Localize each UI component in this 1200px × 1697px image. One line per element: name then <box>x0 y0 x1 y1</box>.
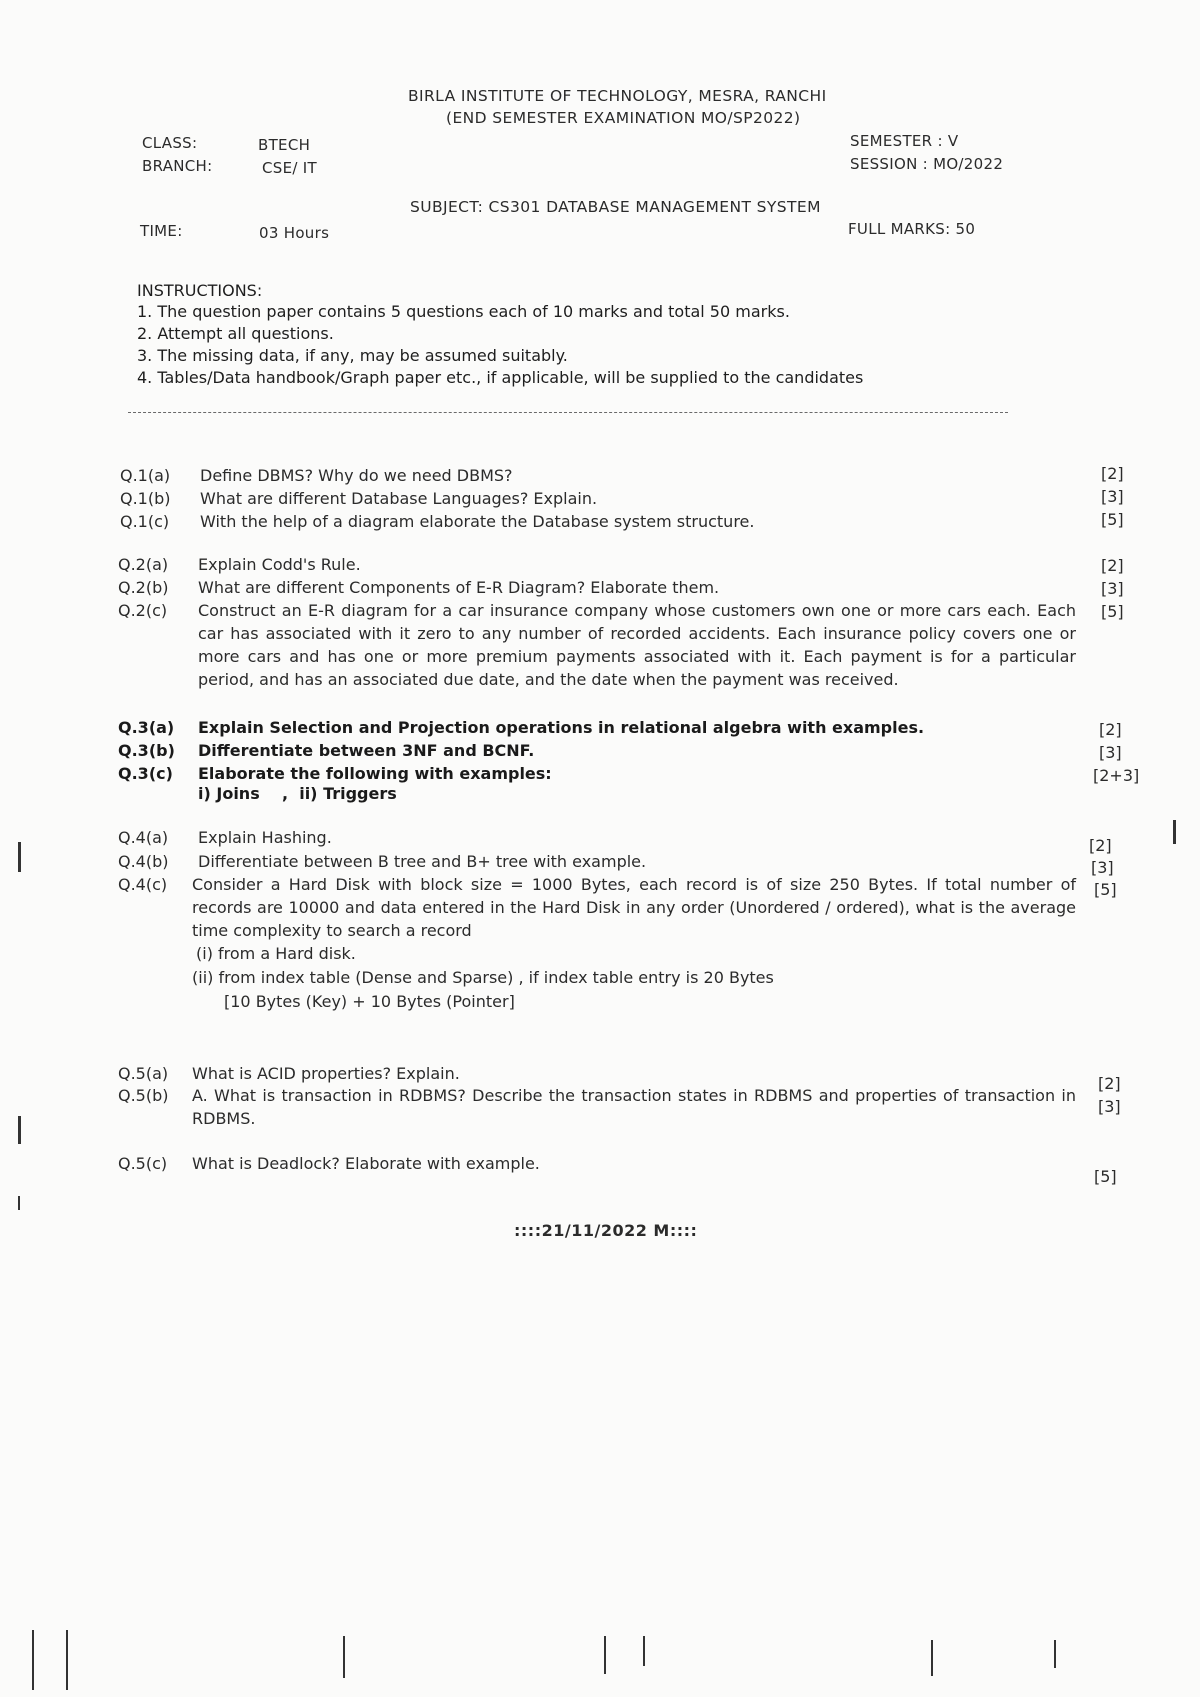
question-text: What is Deadlock? Elaborate with example. <box>192 1154 540 1173</box>
class-value: BTECH <box>258 136 311 154</box>
instruction-item: 4. Tables/Data handbook/Graph paper etc., if applicable, will be supplied to the candidates <box>137 368 864 387</box>
question-marks: [5] <box>1101 510 1124 529</box>
question-subpart: (i) from a Hard disk. <box>196 944 356 963</box>
subject: SUBJECT: CS301 DATABASE MANAGEMENT SYSTEM <box>410 198 821 216</box>
question-text: Differentiate between B tree and B+ tree with example. <box>198 852 647 871</box>
question-marks: [2+3] <box>1093 766 1140 785</box>
question-number: Q.3(b) <box>118 741 175 760</box>
question-subpart: (ii) from index table (Dense and Sparse) , if index table entry is 20 Bytes <box>192 968 774 987</box>
session: SESSION : MO/2022 <box>850 155 1004 173</box>
question-number: Q.2(c) <box>118 601 168 620</box>
question-number: Q.4(a) <box>118 828 169 847</box>
question-marks: [2] <box>1101 464 1124 483</box>
question-text: Define DBMS? Why do we need DBMS? <box>200 466 513 485</box>
question-number: Q.3(a) <box>118 718 175 737</box>
question-subparts: i) Joins , ii) Triggers <box>198 784 397 803</box>
question-number: Q.5(b) <box>118 1086 169 1105</box>
question-marks: [5] <box>1101 602 1124 621</box>
question-subpart: [10 Bytes (Key) + 10 Bytes (Pointer] <box>224 992 515 1011</box>
question-marks: [5] <box>1094 1167 1117 1186</box>
question-text: What are different Database Languages? Explain. <box>200 489 598 508</box>
question-marks: [3] <box>1098 1097 1121 1116</box>
question-text: Explain Selection and Projection operations in relational algebra with examples. <box>198 718 925 737</box>
scan-artifact <box>66 1630 68 1690</box>
question-text: Construct an E-R diagram for a car insurance company whose customers own one or more cars each. Each car has associated with it zero to any number of recorded accidents. Each insurance policy covers one or more cars and has one or more premium payments associated with it. Each payment is for a particular period, and has an associated due date, and the date when the payment was received. <box>198 601 1076 689</box>
question-marks: [2] <box>1089 836 1112 855</box>
instruction-item: 1. The question paper contains 5 questions each of 10 marks and total 50 marks. <box>137 302 790 321</box>
question-text: With the help of a diagram elaborate the Database system structure. <box>200 512 755 531</box>
question-marks: [5] <box>1094 880 1117 899</box>
institute-name: BIRLA INSTITUTE OF TECHNOLOGY, MESRA, RANCHI <box>408 87 827 105</box>
question-number: Q.4(c) <box>118 875 168 894</box>
question-number: Q.4(b) <box>118 852 169 871</box>
question-marks: [3] <box>1101 579 1124 598</box>
question-text: Differentiate between 3NF and BCNF. <box>198 741 535 760</box>
scan-artifact <box>18 842 21 872</box>
full-marks: FULL MARKS: 50 <box>848 220 976 238</box>
question-text: A. What is transaction in RDBMS? Describe the transaction states in RDBMS and properties of transaction in RDBMS. <box>192 1086 1076 1128</box>
scan-artifact <box>32 1630 34 1690</box>
question-text: Explain Hashing. <box>198 828 332 847</box>
question-number: Q.5(c) <box>118 1154 168 1173</box>
question-number: Q.3(c) <box>118 764 173 783</box>
scan-artifact <box>343 1636 345 1678</box>
question-number: Q.2(a) <box>118 555 169 574</box>
scan-artifact <box>931 1640 933 1676</box>
question-marks: [3] <box>1091 858 1114 877</box>
question-text: Elaborate the following with examples: <box>198 764 552 783</box>
question-number: Q.1(c) <box>120 512 170 531</box>
question-number: Q.5(a) <box>118 1064 169 1083</box>
scan-artifact <box>604 1636 606 1674</box>
question-text: Explain Codd's Rule. <box>198 555 361 574</box>
time-label: TIME: <box>140 222 183 240</box>
scan-artifact <box>1173 820 1176 844</box>
question-marks: [2] <box>1099 720 1122 739</box>
branch-value: CSE/ IT <box>262 159 317 177</box>
question-number: Q.1(b) <box>120 489 171 508</box>
question-marks: [3] <box>1101 487 1124 506</box>
branch-label: BRANCH: <box>142 157 213 175</box>
scan-artifact <box>643 1636 645 1666</box>
question-text: What is ACID properties? Explain. <box>192 1064 460 1083</box>
class-label: CLASS: <box>142 134 198 152</box>
scan-artifact <box>18 1196 20 1210</box>
question-marks: [2] <box>1098 1074 1121 1093</box>
exam-date-footer: ::::21/11/2022 M:::: <box>514 1221 698 1240</box>
exam-title: (END SEMESTER EXAMINATION MO/SP2022) <box>446 109 801 127</box>
question-marks: [3] <box>1099 743 1122 762</box>
time-value: 03 Hours <box>259 224 330 242</box>
question-number: Q.1(a) <box>120 466 171 485</box>
question-number: Q.2(b) <box>118 578 169 597</box>
question-text: Consider a Hard Disk with block size = 1000 Bytes, each record is of size 250 Bytes. If total number of records are 10000 and data entered in the Hard Disk in any order (Unordered / ordered), what is the average time complexity to search a record <box>192 875 1076 940</box>
instruction-item: 3. The missing data, if any, may be assumed suitably. <box>137 346 568 365</box>
question-marks: [2] <box>1101 556 1124 575</box>
instructions-heading: INSTRUCTIONS: <box>137 281 263 300</box>
instruction-item: 2. Attempt all questions. <box>137 324 334 343</box>
question-text: What are different Components of E-R Diagram? Elaborate them. <box>198 578 720 597</box>
divider <box>128 412 1008 413</box>
scan-artifact <box>1054 1640 1056 1668</box>
semester: SEMESTER : V <box>850 132 959 150</box>
scan-artifact <box>18 1116 21 1144</box>
